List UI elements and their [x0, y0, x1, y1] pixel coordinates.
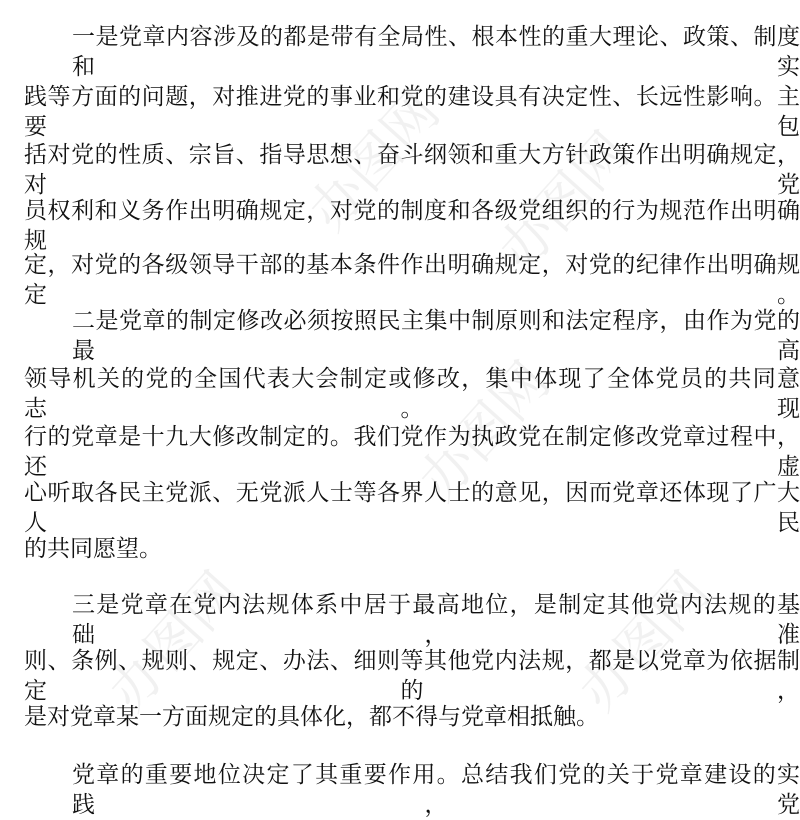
paragraph-4-line-1: 党章的重要地位决定了其重要作用。总结我们党的关于党章建设的实践，党 [72, 762, 800, 818]
paragraph-2-line-3: 行的党章是十九大修改制定的。我们党作为执政党在制定修改党章过程中，还虚 [24, 424, 800, 480]
watermark: 办图网 [96, 559, 252, 723]
watermark: 办图网 [296, 79, 452, 243]
paragraph-1-line-4: 员权利和义务作出明确规定，对党的制度和各级党组织的行为规范作出明确规 [24, 198, 800, 254]
paragraph-1-line-2: 践等方面的问题，对推进党的事业和党的建设具有决定性、长远性影响。主要包 [24, 84, 800, 140]
watermark: 办图网 [406, 349, 562, 513]
watermark: 办图网 [486, 119, 642, 283]
paragraph-2-line-4: 心听取各民主党派、无党派人士等各界人士的意见，因而党章还体现了广大人民 [24, 480, 800, 536]
paragraph-2-line-1: 二是党章的制定修改必须按照民主集中制原则和法定程序，由作为党的最高 [72, 308, 800, 364]
paragraph-1-line-1: 一是党章内容涉及的都是带有全局性、根本性的重大理论、政策、制度和实 [72, 24, 800, 80]
paragraph-3-line-2: 则、条例、规则、规定、办法、细则等其他党内法规，都是以党章为依据制定的， [24, 648, 800, 704]
paragraph-3-line-1: 三是党章在党内法规体系中居于最高地位，是制定其他党内法规的基础，准 [72, 592, 800, 648]
paragraph-2-line-2: 领导机关的党的全国代表大会制定或修改，集中体现了全体党员的共同意志。现 [24, 366, 800, 422]
paragraph-1-line-3: 括对党的性质、宗旨、指导思想、奋斗纲领和重大方针政策作出明确规定，对党 [24, 142, 800, 198]
watermark: 办图网 [566, 559, 722, 723]
paragraph-2-line-5: 的共同愿望。 [24, 536, 162, 562]
paragraph-1-line-5: 定，对党的各级领导干部的基本条件作出明确规定，对党的纪律作出明确规定。 [24, 252, 800, 308]
paragraph-3-line-3: 是对党章某一方面规定的具体化，都不得与党章相抵触。 [24, 704, 599, 730]
